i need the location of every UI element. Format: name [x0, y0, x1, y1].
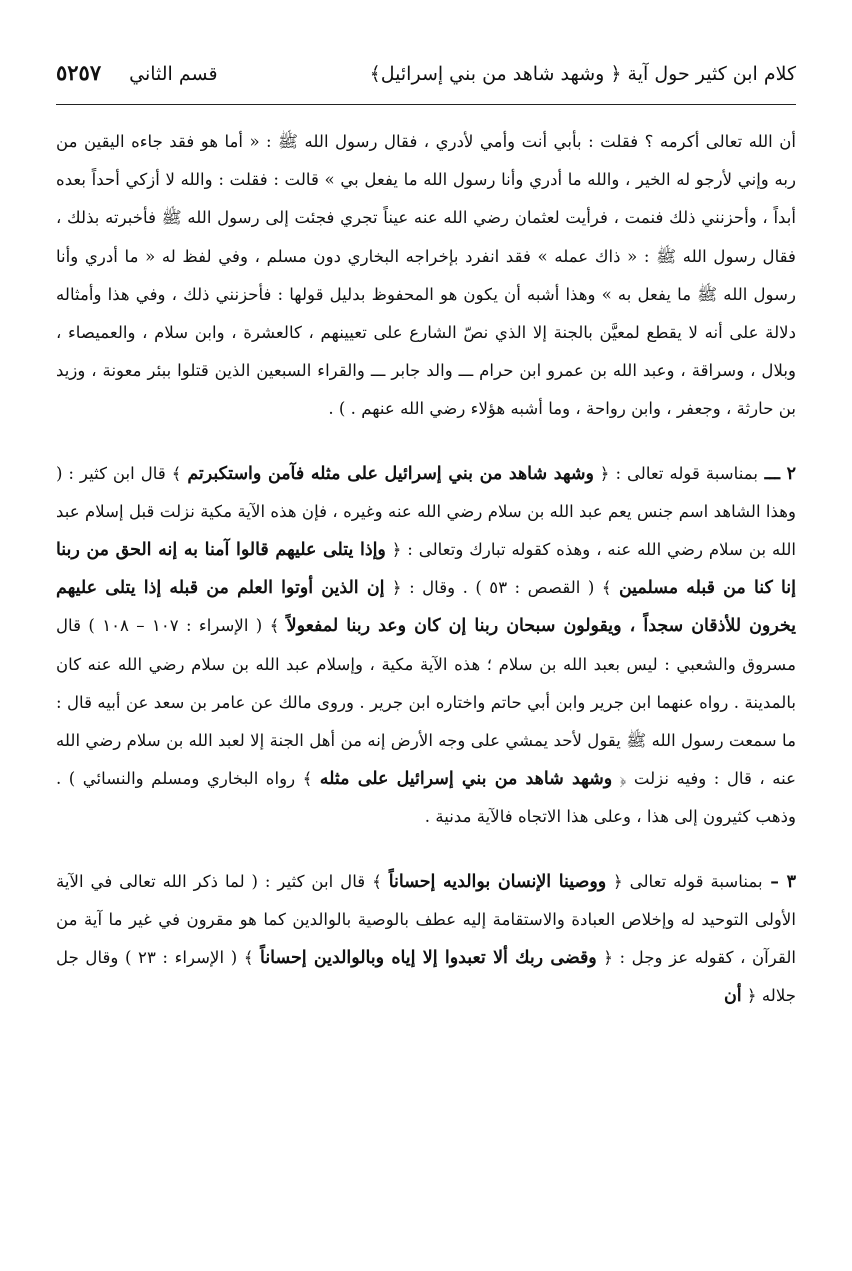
document-page: [56, 60, 796, 1250]
paragraph-item-2: [56, 455, 796, 837]
text-segment: ﴾ ( القصص : ٥٣ ) . وقال : ﴿: [384, 578, 619, 598]
bold-text-segment: ووصينا الإنسان بوالديه إحساناً: [388, 871, 607, 892]
paragraph-continuation: [56, 123, 796, 429]
bold-text-segment: ٣ –: [762, 871, 796, 892]
bold-text-segment: وشهد شاهد من بني إسرائيل على مثله: [319, 769, 613, 790]
bold-text-segment: وإذا يتلى عليهم قالوا آمنا به إنه الحق من ربنا إنا كنا من قبله مسلمين: [56, 540, 796, 599]
text-segment: ﴾ قال ابن كثير : ( لما ذكر الله تعالى في الآية الأولى التوحيد له وإخلاص العبادة والاستقامة إليه عطف بالوصية بالوالدين كما هو مقرون في غير ما آية من القرآن ، كقوله عز وجل : ﴿: [56, 871, 796, 968]
bold-text-segment: أن: [724, 986, 742, 1007]
running-header: [56, 60, 796, 100]
text-segment: بمناسبة قوله تعالى : ﴿: [593, 463, 758, 483]
bold-text-segment: وشهد شاهد من بني إسرائيل على مثله فآمن واستكبرتم: [187, 463, 594, 484]
header-meta: [56, 60, 218, 87]
text-segment: ﴾ قال ابن كثير : ( وهذا الشاهد اسم جنس يعم عبد الله بن سلام رضي الله عنه وغيره ، فإن هذه الآية مكية نزلت قبل إسلام عبد الله بن سلام رضي الله عنه ، وهذه كقوله تبارك وتعالى : ﴿: [56, 463, 796, 560]
header-title: كلام ابن كثير حول آية ﴿ وشهد شاهد من بني إسرائيل﴾: [369, 63, 796, 85]
body-text: [56, 123, 796, 1015]
text-segment: أن الله تعالى أكرمه ؟ فقلت : بأبي أنت وأمي لأدري ، فقال رسول الله ﷺ : « أما هو فقد جاءه اليقين من ربه وإني لأرجو له الخير ، والله ما أدري وأنا رسول الله ما يفعل بي » قالت : فقلت : والله لا أزكي أحداً بعده أبداً ، وأحزنني ذلك فنمت ، فرأيت لعثمان رضي الله عنه عيناً تجري فجئت إلى رسول الله ﷺ فأخبرته بذلك ، فقال رسول الله ﷺ : « ذاك عمله » فقد انفرد بإخراجه البخاري دون مسلم ، وفي لفظ له « ما أدري وأنا رسول الله ﷺ ما يفعل به » وهذا أشبه أن يكون هو المحفوظ بدليل قولها : فأحزنني ذلك ، وفي هذا وأمثاله دلالة على أنه لا يقطع لمعيَّن بالجنة إلا الذي نصّ الشارع على تعيينهم ، كالعشرة ، وابن سلام ، والعميصاء ، وبلال ، وسراقة ، وعبد الله بن عمرو ابن حرام ـــ والد جابر ـــ والقراء السبعين الذين قتلوا ببئر معونة ، وزيد بن حارثة ، وجعفر ، وابن رواحة ، وما أشبه هؤلاء رضي الله عنهم . ) .: [56, 132, 796, 419]
header-section: قسم الثاني: [129, 63, 218, 85]
header-rule: [56, 104, 796, 105]
text-segment: بمناسبة قوله تعالى ﴿: [606, 871, 763, 891]
bold-text-segment: وقضى ربك ألا تعبدوا إلا إياه وبالوالدين إحساناً: [260, 948, 597, 969]
bold-text-segment: ٢ ـــ: [757, 463, 796, 484]
text-segment: ﴾ ( الإسراء : ١٠٧ – ١٠٨ ) قال مسروق والشعبي : ليس بعبد الله بن سلام ؛ هذه الآية مكية ، وإسلام عبد الله بن سلام رضي الله عنه كان بالمدينة . رواه عنهما ابن جرير وابن أبي حاتم واختاره ابن جرير . وروى مالك عن عامر بن سعد عن أبيه قال : ما سمعت رسول الله ﷺ يقول لأحد يمشي على وجه الأرض إنه من أهل الجنة إلا لعبد الله بن سلام رضي الله عنه ، قال : وفيه نزلت ﴿: [56, 616, 797, 789]
page-number: ٥٢٥٧: [56, 60, 102, 85]
paragraph-item-3: [56, 863, 796, 1016]
text-segment: ﴾ رواه البخاري ومسلم والنسائي ) . وذهب كثيرون إلى هذا ، وعلى هذا الاتجاه فالآية مدنية .: [56, 769, 796, 827]
text-segment: ﴾ ( الإسراء : ٢٣ ) وقال جل جلاله ﴿: [56, 948, 796, 1006]
bold-text-segment: إن الذين أوتوا العلم من قبله إذا يتلى عليهم يخرون للأذقان سجداً ، ويقولون سبحان ربنا إن كان وعد ربنا لمفعولاً: [56, 578, 796, 637]
